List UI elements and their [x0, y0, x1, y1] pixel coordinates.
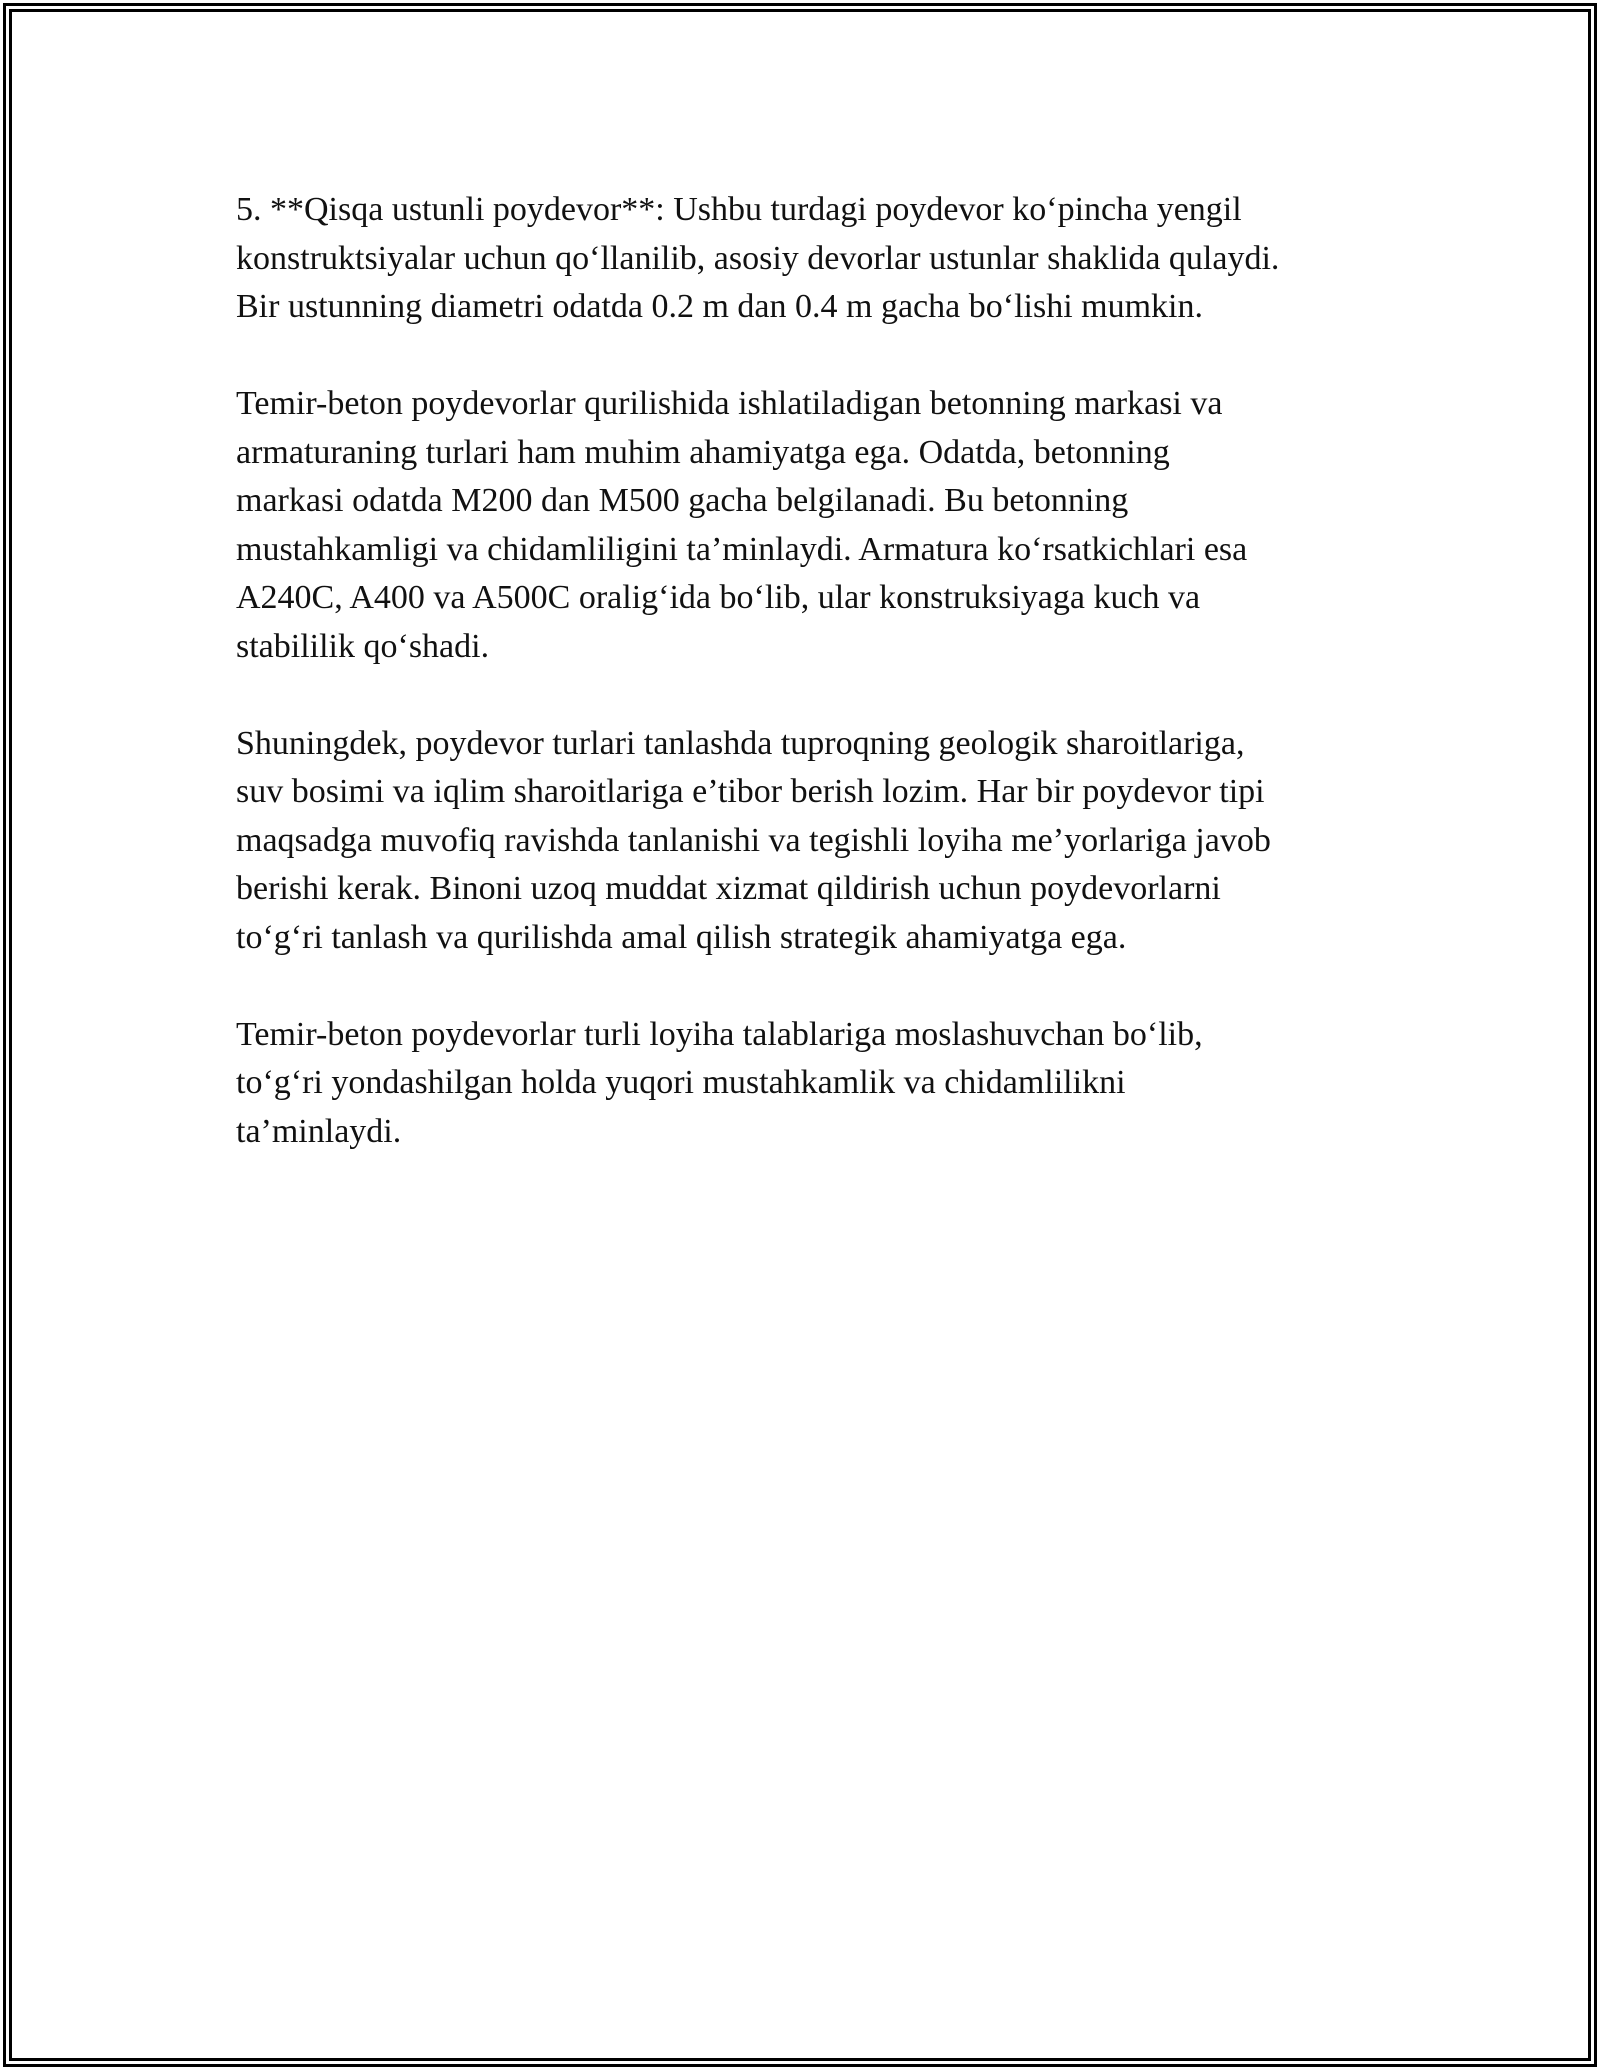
text-line: armaturaning turlari ham muhim ahamiyatga ega. Odatda, betonning — [236, 433, 1170, 471]
text-line: berishi kerak. Binoni uzoq muddat xizmat qildirish uchun poydevorlarni — [236, 870, 1221, 907]
text-line: suv bosimi va iqlim sharoitlariga e’tibor berish lozim. Har bir poydevor tipi — [236, 773, 1265, 810]
paragraph-concrete-grades — [236, 380, 1416, 671]
text-line: ta’minlaydi. — [236, 1112, 402, 1150]
text-line: Bir ustunning diametri odatda 0.2 m dan 0.4 m gacha bo‘lishi mumkin. — [236, 288, 1203, 325]
text-line: to‘g‘ri tanlash va qurilishda amal qilish strategik ahamiyatga ega. — [236, 918, 1127, 956]
paragraph-conclusion — [236, 1011, 1416, 1157]
text-line: mustahkamligi va chidamliligini ta’minlaydi. Armatura ko‘rsatkichlari esa — [236, 530, 1248, 568]
text-line: 5. **Qisqa ustunli poydevor**: Ushbu turdagi poydevor ko‘pincha yengil — [236, 191, 1242, 228]
text-line: Shuningdek, poydevor turlari tanlashda tuproqning geologik sharoitlariga, — [236, 724, 1245, 762]
text-line: Temir-beton poydevorlar qurilishida ishlatiladigan betonning markasi va — [236, 385, 1223, 422]
text-line: Temir-beton poydevorlar turli loyiha talablariga moslashuvchan bo‘lib, — [236, 1015, 1203, 1053]
paragraph-short-column-foundation — [236, 186, 1416, 332]
text-line: A240C, A400 va A500C oralig‘ida bo‘lib, ular konstruksiyaga kuch va — [236, 579, 1201, 616]
document-body — [236, 186, 1416, 1205]
text-line: konstruktsiyalar uchun qo‘llanilib, asosiy devorlar ustunlar shaklida qulaydi. — [236, 239, 1280, 277]
text-line: stabililik qo‘shadi. — [236, 627, 490, 665]
paragraph-soil-conditions — [236, 720, 1416, 963]
text-line: to‘g‘ri yondashilgan holda yuqori mustahkamlik va chidamlilikni — [236, 1064, 1126, 1101]
text-line: markasi odatda M200 dan M500 gacha belgilanadi. Bu betonning — [236, 482, 1129, 519]
text-line: maqsadga muvofiq ravishda tanlanishi va tegishli loyiha me’yorlariga javob — [236, 821, 1271, 859]
